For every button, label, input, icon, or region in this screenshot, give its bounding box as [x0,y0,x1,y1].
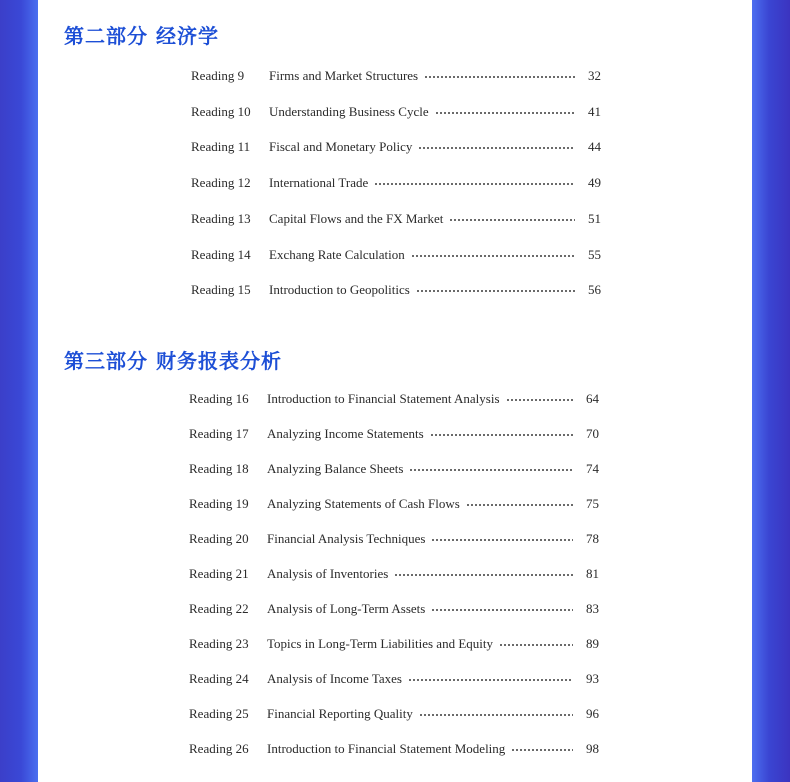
page-number: 51 [588,211,601,226]
dot-leader [430,434,573,436]
dot-leader [431,609,573,611]
dot-leader [408,679,573,681]
page-number: 41 [588,104,601,119]
reading-number: Reading 23 [189,636,249,651]
dot-leader [424,76,575,78]
reading-number: Reading 17 [189,426,249,441]
dot-leader [511,749,573,751]
toc-entry[interactable] [191,137,601,157]
reading-title: Financial Reporting Quality [267,706,413,721]
toc-entry[interactable] [191,209,601,229]
reading-number: Reading 10 [191,104,251,119]
reading-title: International Trade [269,175,369,190]
reading-title: Analysis of Long-Term Assets [267,601,426,616]
reading-number: Reading 12 [191,175,251,190]
page-number: 44 [588,139,601,154]
reading-number: Reading 16 [189,391,249,406]
reading-title: Analyzing Balance Sheets [267,461,404,476]
reading-number: Reading 21 [189,566,249,581]
dot-leader [374,183,575,185]
toc-entry[interactable] [189,599,599,619]
section-title-financial-statement-analysis: 第三部分 财务报表分析 [64,349,282,373]
page-number: 64 [586,391,599,406]
dot-leader [394,574,573,576]
dot-leader [418,147,575,149]
page-number: 49 [588,175,601,190]
reading-title: Capital Flows and the FX Market [269,211,444,226]
toc-entry[interactable] [191,102,601,122]
page-number: 98 [586,741,599,756]
dot-leader [435,112,575,114]
page-number: 56 [588,282,601,297]
dot-leader [449,219,575,221]
dot-leader [506,399,573,401]
page-number: 74 [586,461,599,476]
left-blue-border [0,0,38,782]
page-number: 96 [586,706,599,721]
reading-number: Reading 25 [189,706,249,721]
dot-leader [499,644,573,646]
dot-leader [431,539,573,541]
toc-entry[interactable] [191,173,601,193]
toc-entry[interactable] [189,459,599,479]
reading-title: Introduction to Financial Statement Analysis [267,391,500,406]
toc-entry[interactable] [189,494,599,514]
toc-entry[interactable] [191,66,601,86]
page-number: 89 [586,636,599,651]
reading-number: Reading 19 [189,496,249,511]
toc-entry[interactable] [191,280,601,300]
reading-number: Reading 24 [189,671,249,686]
page-number: 93 [586,671,599,686]
toc-entry[interactable] [191,245,601,265]
reading-title: Firms and Market Structures [269,68,419,83]
page-number: 55 [588,247,601,262]
reading-number: Reading 22 [189,601,249,616]
page-number: 70 [586,426,599,441]
reading-title: Topics in Long-Term Liabilities and Equity [267,636,493,651]
section-title-economics: 第二部分 经济学 [64,24,219,48]
reading-title: Financial Analysis Techniques [267,531,426,546]
reading-number: Reading 9 [191,68,245,83]
reading-number: Reading 13 [191,211,251,226]
dot-leader [409,469,573,471]
reading-title: Introduction to Financial Statement Modeling [267,741,506,756]
reading-title: Analysis of Income Taxes [267,671,402,686]
toc-page [38,0,752,782]
toc-entry[interactable] [189,389,599,409]
reading-title: Understanding Business Cycle [269,104,429,119]
toc-entry[interactable] [189,669,599,689]
toc-entry[interactable] [189,634,599,654]
reading-title: Introduction to Geopolitics [269,282,410,297]
reading-number: Reading 11 [191,139,251,154]
toc-entry[interactable] [189,704,599,724]
reading-number: Reading 18 [189,461,249,476]
reading-number: Reading 14 [191,247,251,262]
toc-entry[interactable] [189,529,599,549]
page-number: 32 [588,68,601,83]
reading-title: Analyzing Income Statements [267,426,424,441]
reading-title: Exchang Rate Calculation [269,247,405,262]
reading-number: Reading 15 [191,282,251,297]
reading-title: Fiscal and Monetary Policy [269,139,413,154]
dot-leader [466,504,573,506]
page-number: 78 [586,531,599,546]
reading-title: Analyzing Statements of Cash Flows [267,496,460,511]
dot-leader [411,255,575,257]
page-number: 81 [586,566,599,581]
toc-entry[interactable] [189,739,599,759]
toc-entry[interactable] [189,564,599,584]
reading-title: Analysis of Inventories [267,566,389,581]
dot-leader [419,714,573,716]
reading-number: Reading 20 [189,531,249,546]
right-blue-border [752,0,790,782]
page-number: 83 [586,601,599,616]
toc-entry[interactable] [189,424,599,444]
reading-number: Reading 26 [189,741,249,756]
dot-leader [416,290,575,292]
page-number: 75 [586,496,599,511]
